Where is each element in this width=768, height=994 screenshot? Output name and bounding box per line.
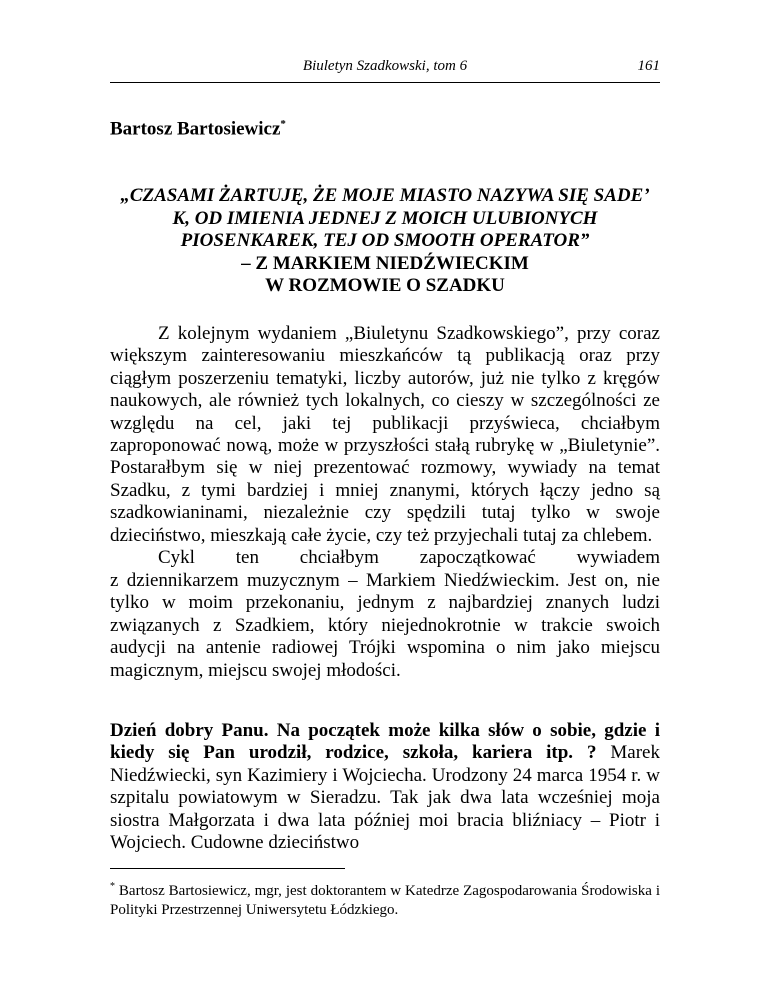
footnote-rule (110, 868, 345, 869)
author-name (110, 118, 286, 140)
footnote-text: Bartosz Bartosiewicz, mgr, jest doktorantem w Katedrze Zagospodarowania Środowiska i Polityki Przestrzennej Uniwersytetu Łódzkiego. (110, 883, 661, 918)
title-line-a: – Z MARKIEM NIEDŹWIECKIM (241, 252, 529, 274)
title-quote: „CZASAMI ŻARTUJĘ, ŻE MOJE MIASTO NAZYWA SIĘ SADE’ K, OD IMIENIA JEDNEJ Z MOICH ULUBIONYCH PIOSENKAREK, TEJ OD SMOOTH OPERATOR” (120, 185, 650, 252)
running-head (110, 58, 660, 78)
footnote (110, 877, 660, 920)
cycle-paragraph-rest: z dziennikarzem muzycznym – Markiem Niedźwieckim. Jest on, nie tylko w moim przekonaniu, jednym z najbardziej znanych ludzi związanych z Szadkiem, który niejednokrotnie w trakcie swoich audycji na antenie radiowej Trójki wspomina o nim jako miejscu magicznym, miejscu swojej młodości. (110, 570, 660, 681)
intro-paragraph: Z kolejnym wydaniem „Biuletynu Szadkowskiego”, przy coraz większym zainteresowaniu mieszkańców tą publikacją oraz przy ciągłym poszerzeniu tematyki, liczby autorów, już nie tylko z kręgów naukowych, ale również tych lokalnych, co cieszy w szczególności ze względu na cel, jaki tej publikacji przyświeca, chciałbym zaproponować nową, może w przyszłości stałą rubrykę w „Biuletynie”. Postarałbym się w niej prezentować rozmowy, wywiady na temat Szadku, z tymi bardziej i mniej znanymi, których łączy jedno są szadkowianinami, niezależnie czy spędzili tutaj tylko w swoje dzieciństwo, mieszkają całe życie, czy też przyjechali tutaj za chlebem. (110, 323, 660, 546)
author-name-text: Bartosz Bartosiewicz (110, 118, 281, 140)
journal-title: Biuletyn Szadkowski, tom 6 (302, 58, 468, 74)
title-line-b: W ROZMOWIE O SZADKU (265, 275, 505, 297)
author-footnote-mark: * (280, 118, 286, 130)
interview-block (110, 720, 660, 854)
footnote-mark: * (110, 881, 115, 892)
page-number: 161 (637, 58, 660, 74)
cycle-paragraph-first-line: Cykl ten chciałbym zapoczątkować wywiadem (158, 547, 660, 568)
article-title (110, 185, 660, 298)
interview-answer: Marek Niedźwiecki, syn Kazimiery i Wojciecha. Urodzony 24 marca 1954 r. w szpitalu powiatowym w Sieradzu. Tak jak dwa lata wcześniej moja siostra Małgorzata i dwa lata później moi bracia bliźniacy – Piotr i Wojciech. Cudowne dzieciństwo (110, 742, 660, 854)
interview-question: Dzień dobry Panu. Na początek może kilka słów o sobie, gdzie i kiedy się Pan urodził, rodzice, szkoła, kariera itp. ? (110, 720, 660, 764)
header-rule (110, 82, 660, 83)
